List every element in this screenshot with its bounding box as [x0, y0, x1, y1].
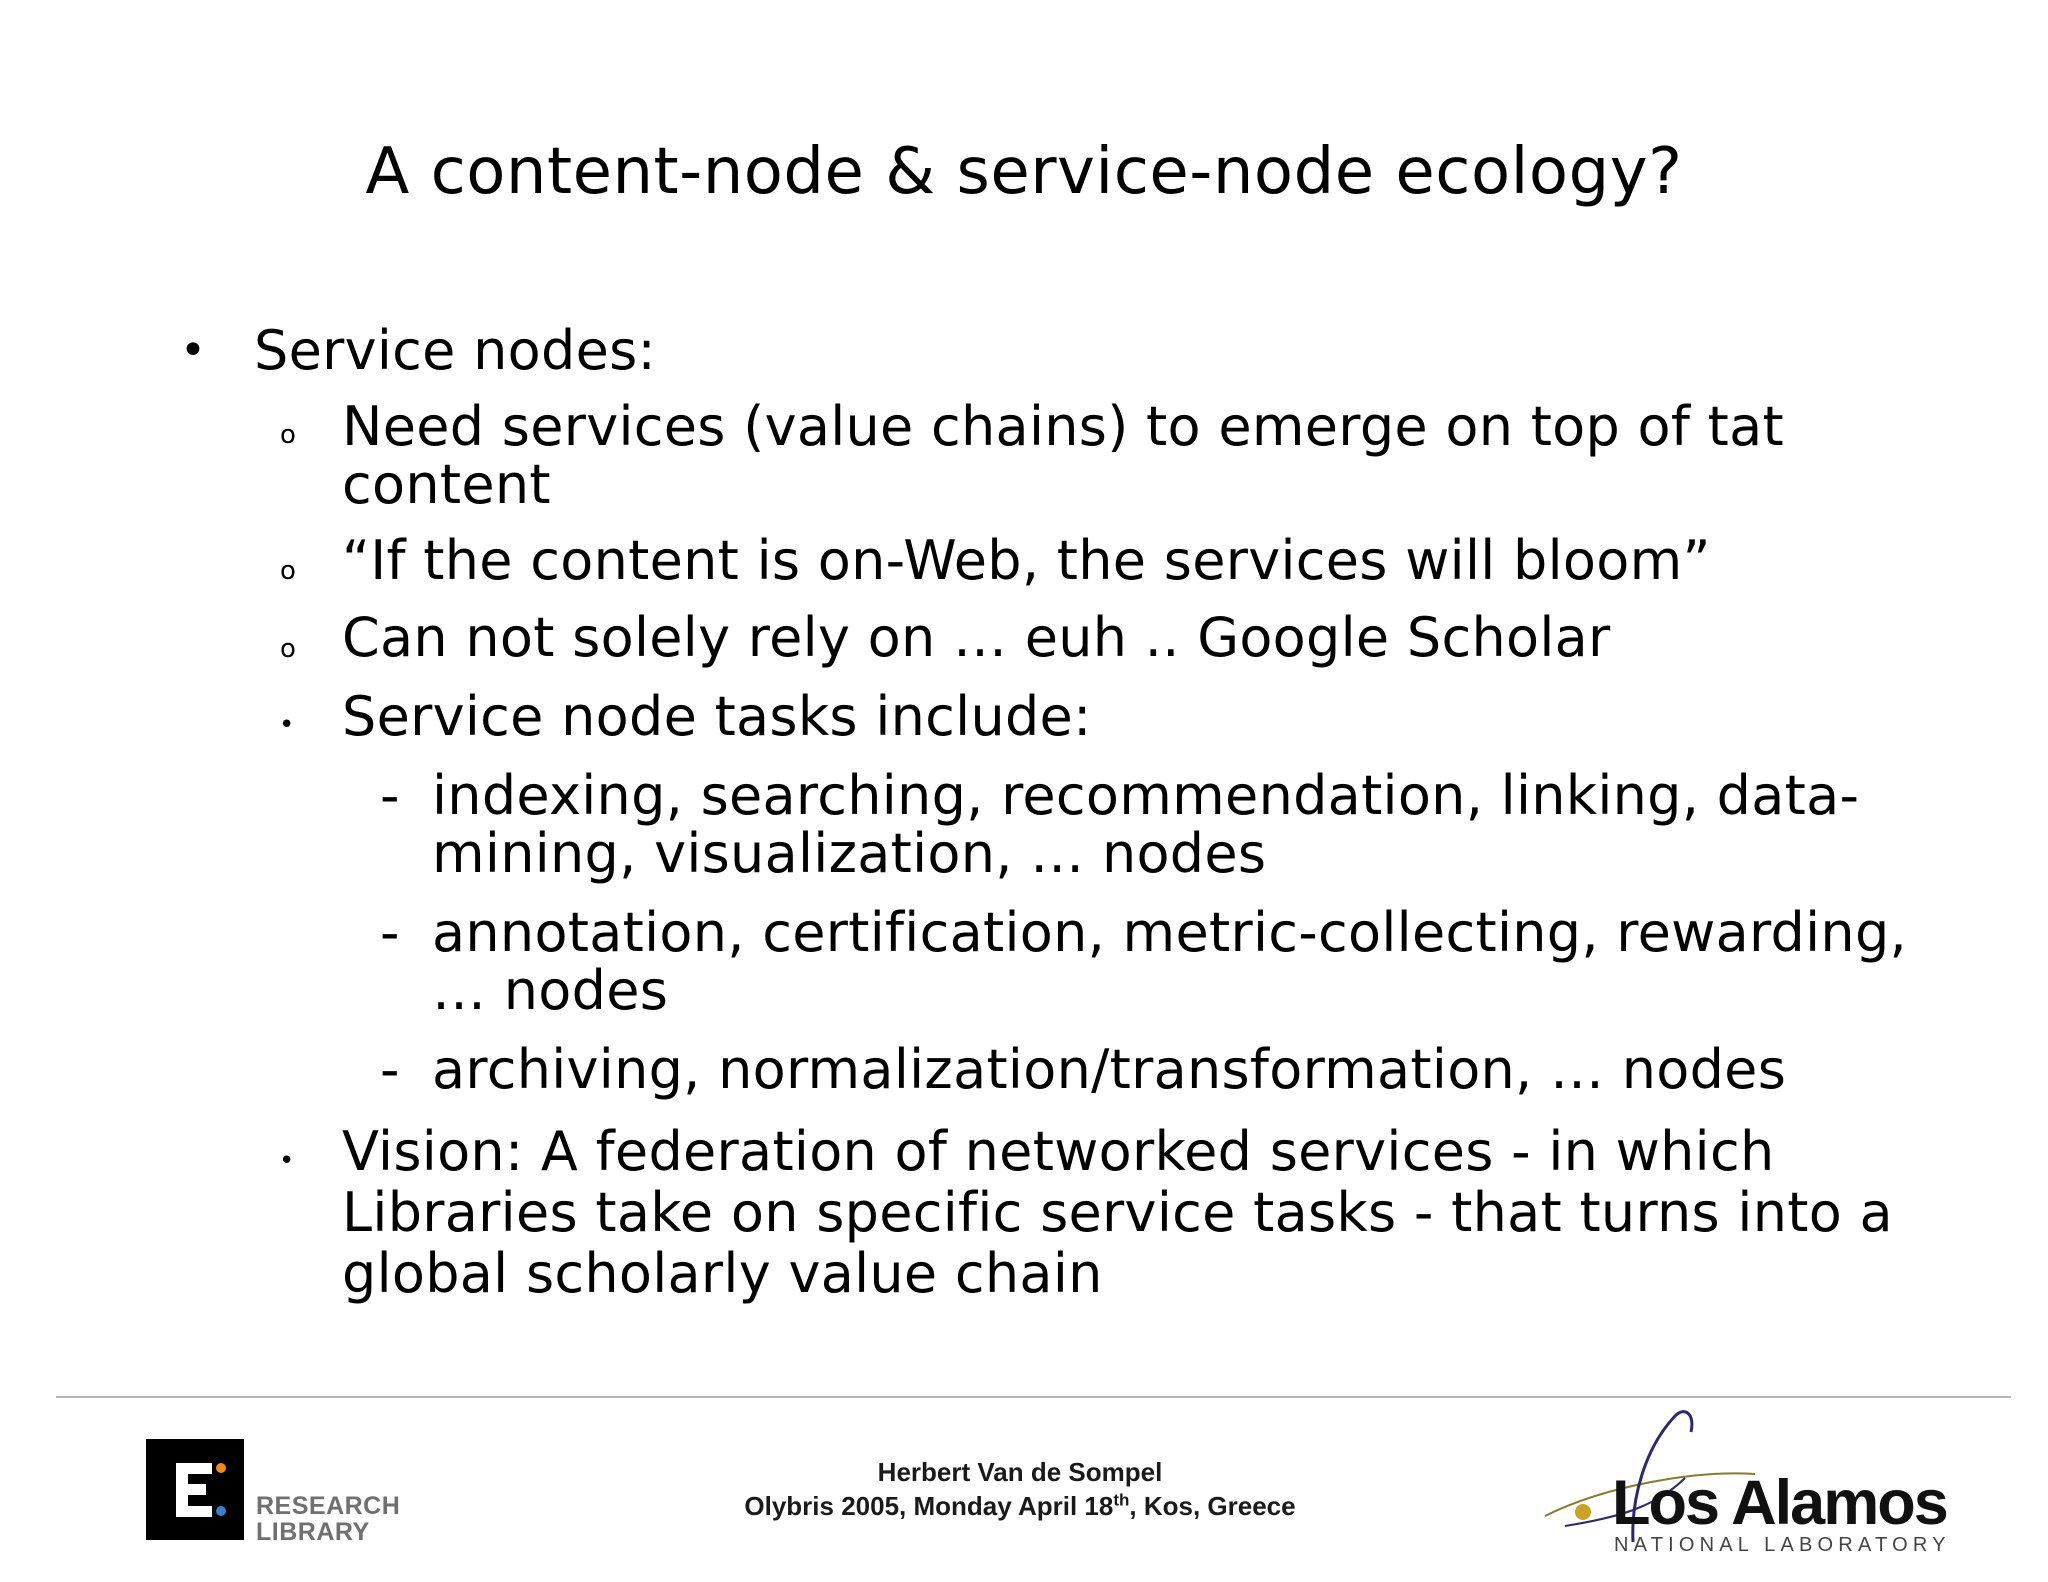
- dash-marker: -: [380, 764, 400, 827]
- list-item: “If the content is on-Web, the services will bloom”: [342, 529, 1711, 592]
- vision-line: Vision: A federation of networked services - in which: [342, 1120, 1775, 1183]
- list-item-continuation: content: [342, 453, 551, 516]
- vision-line: Libraries take on specific service tasks - that turns into a: [342, 1181, 1893, 1244]
- dash-marker: -: [380, 1038, 400, 1101]
- research-library-logo: [146, 1439, 244, 1540]
- research-library-text: [256, 1493, 400, 1545]
- footer-divider: [56, 1396, 2011, 1398]
- task-item-continuation: … nodes: [432, 959, 669, 1022]
- slide-title: A content-node & service-node ecology?: [365, 135, 1683, 209]
- bullet: •: [180, 325, 206, 376]
- tasks-heading: Service node tasks include:: [342, 685, 1092, 748]
- los-alamos-subtitle: NATIONAL LABORATORY: [1614, 1534, 1951, 1556]
- sub-bullet: o: [280, 420, 296, 450]
- task-item-continuation: mining, visualization, … nodes: [432, 822, 1267, 885]
- footer-credits: [620, 1455, 1420, 1523]
- footer-author: Herbert Van de Sompel: [877, 1457, 1163, 1487]
- list-item: Need services (value chains) to emerge on top of tat: [342, 395, 1785, 458]
- dash-marker: -: [380, 901, 400, 964]
- small-bullet: •: [279, 1146, 295, 1176]
- sub-bullet: o: [280, 556, 296, 586]
- list-item: Can not solely rely on … euh .. Google Scholar: [342, 606, 1611, 669]
- research-library-line1: RESEARCH: [256, 1492, 401, 1520]
- task-item: indexing, searching, recommendation, linking, data-: [432, 764, 1860, 827]
- los-alamos-name: Los Alamos: [1612, 1468, 1947, 1538]
- footer-event: [620, 1489, 1420, 1523]
- research-library-line2: LIBRARY: [256, 1518, 370, 1546]
- footer-event-prefix: Olybris 2005, Monday April 18: [744, 1491, 1114, 1521]
- task-item: annotation, certification, metric-collecting, rewarding,: [432, 901, 1907, 964]
- task-item: archiving, normalization/transformation, … nodes: [432, 1038, 1787, 1101]
- small-bullet: •: [279, 710, 295, 740]
- sub-bullet: o: [280, 634, 296, 664]
- service-nodes-heading: Service nodes:: [254, 319, 657, 382]
- vision-line: global scholarly value chain: [342, 1242, 1103, 1305]
- footer-event-suffix: , Kos, Greece: [1129, 1491, 1296, 1521]
- footer-event-sup: th: [1113, 1490, 1130, 1510]
